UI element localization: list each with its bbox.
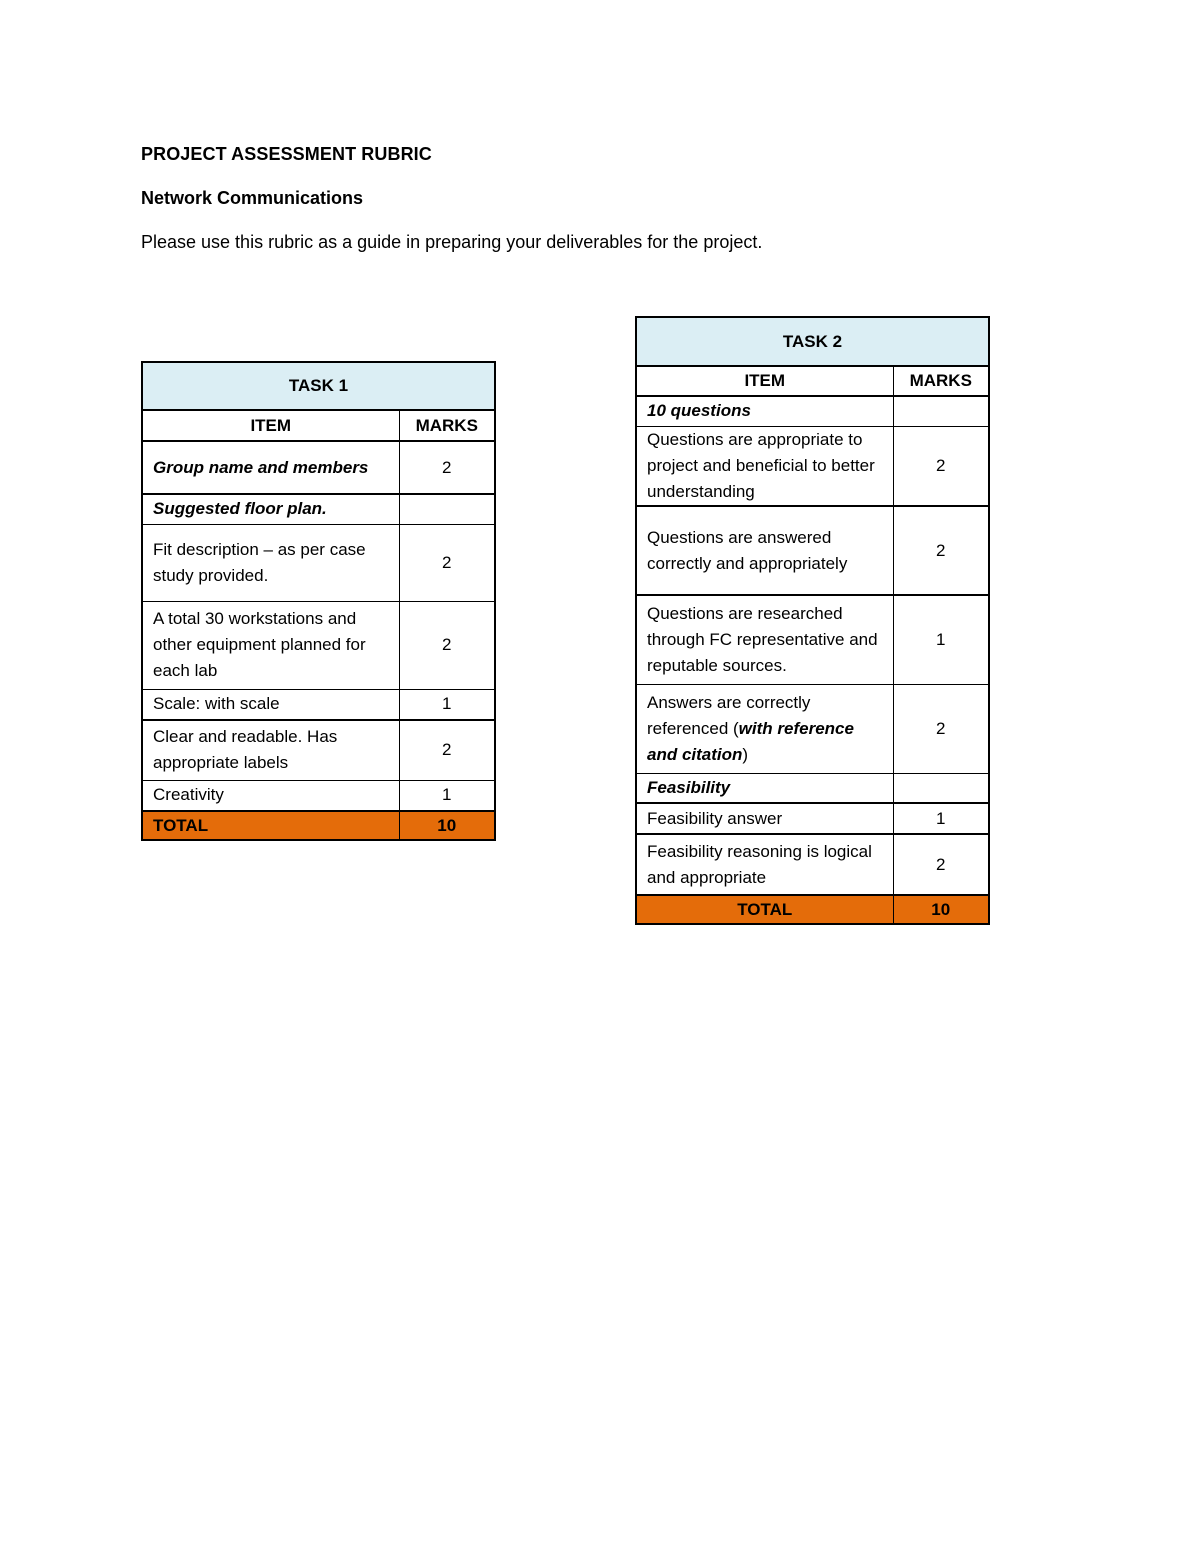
task2-item-referenced [636, 684, 893, 773]
table-row [142, 494, 495, 524]
task1-total-value: 10 [399, 811, 495, 840]
task2-mark-appropriate: 2 [893, 426, 989, 506]
table-row [636, 426, 989, 506]
task1-mark-clear: 2 [399, 720, 495, 780]
task1-mark-workstations: 2 [399, 601, 495, 689]
task1-total-row [142, 811, 495, 840]
task2-total-row [636, 895, 989, 924]
task1-item-group: Group name and members [142, 441, 399, 494]
task2-item-referenced-pre: Answers are correctly referenced ( [647, 692, 811, 738]
task2-section-questions: 10 questions [636, 396, 893, 426]
table-row [636, 684, 989, 773]
task1-mark-scale: 1 [399, 689, 495, 720]
document-intro: Please use this rubric as a guide in preparing your deliverables for the project. [141, 232, 763, 252]
table-row [142, 524, 495, 601]
task2-item-referenced-emphasis: with reference and citation [647, 718, 854, 764]
table-row [636, 595, 989, 684]
table-row [142, 441, 495, 494]
task2-table [635, 316, 990, 925]
table-row [142, 601, 495, 689]
task2-item-appropriate: Questions are appropriate to project and beneficial to better understanding [636, 426, 893, 506]
task2-mark-feasibility-reasoning: 2 [893, 834, 989, 895]
table-row [142, 780, 495, 811]
task2-total-label: TOTAL [636, 895, 893, 924]
task2-total-value: 10 [893, 895, 989, 924]
task2-heading: TASK 2 [636, 317, 989, 366]
document-subtitle: Network Communications [141, 188, 364, 208]
task1-item-workstations: A total 30 workstations and other equipment planned for each lab [142, 601, 399, 689]
task2-mark-feasibility-section [893, 773, 989, 803]
task2-mark-questions [893, 396, 989, 426]
task1-item-scale: Scale: with scale [142, 689, 399, 720]
task2-mark-answered: 2 [893, 506, 989, 595]
task2-mark-feasibility-answer: 1 [893, 803, 989, 834]
task1-mark-group: 2 [399, 441, 495, 494]
task1-mark-creativity: 1 [399, 780, 495, 811]
task2-col-item: ITEM [636, 366, 893, 396]
task1-item-fit: Fit description – as per case study provided. [142, 524, 399, 601]
task2-item-feasibility-answer: Feasibility answer [636, 803, 893, 834]
task2-mark-researched: 1 [893, 595, 989, 684]
table-row [142, 689, 495, 720]
table-row [636, 834, 989, 895]
task2-mark-referenced: 2 [893, 684, 989, 773]
task1-item-creativity: Creativity [142, 780, 399, 811]
task1-table [141, 361, 496, 841]
task1-heading: TASK 1 [142, 362, 495, 410]
table-row [142, 720, 495, 780]
task1-col-marks: MARKS [399, 410, 495, 441]
table-row [636, 506, 989, 595]
task1-total-label: TOTAL [142, 811, 399, 840]
task1-section-floorplan: Suggested floor plan. [142, 494, 399, 524]
task2-section-feasibility: Feasibility [636, 773, 893, 803]
table-row [636, 396, 989, 426]
task2-item-feasibility-reasoning: Feasibility reasoning is logical and appropriate [636, 834, 893, 895]
task1-col-item: ITEM [142, 410, 399, 441]
document-title: PROJECT ASSESSMENT RUBRIC [141, 144, 432, 164]
table-row [636, 803, 989, 834]
table-row [636, 773, 989, 803]
task1-mark-fit: 2 [399, 524, 495, 601]
task2-item-referenced-post: ) [742, 744, 749, 764]
task1-mark-floorplan [399, 494, 495, 524]
task2-item-answered: Questions are answered correctly and appropriately [636, 506, 893, 595]
task1-item-clear: Clear and readable. Has appropriate labels [142, 720, 399, 780]
task2-item-researched: Questions are researched through FC representative and reputable sources. [636, 595, 893, 684]
task2-col-marks: MARKS [893, 366, 989, 396]
